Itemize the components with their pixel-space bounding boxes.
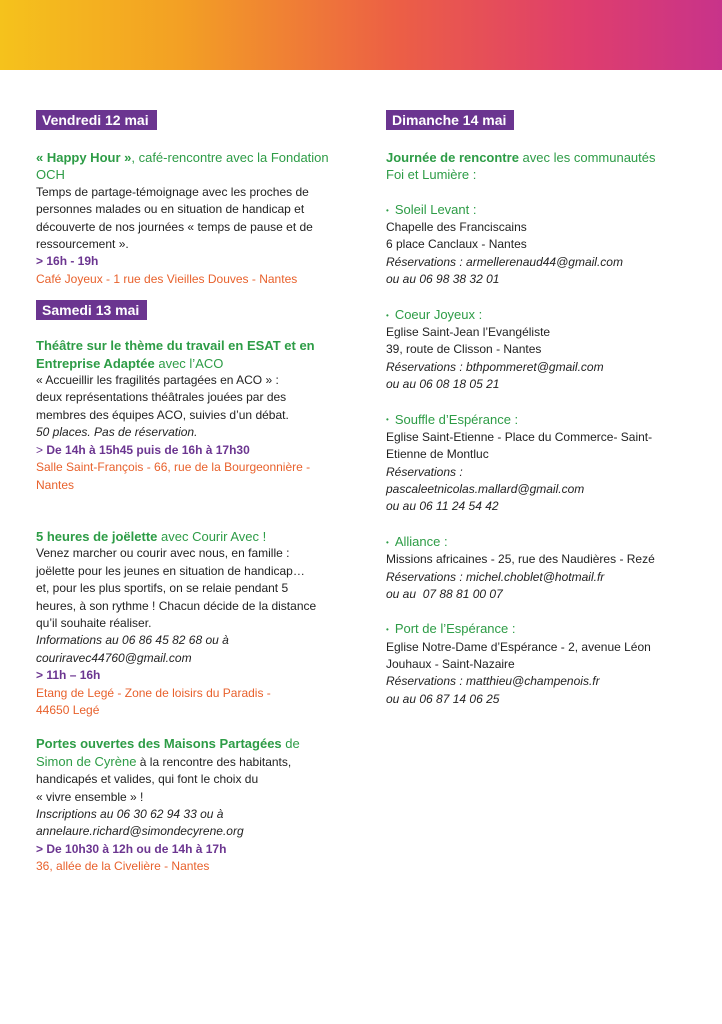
event-title: « Happy Hour »: [36, 150, 132, 165]
event-joelette: [36, 528, 348, 719]
desc-line: deux représentations théâtrales jouées par des: [36, 390, 287, 405]
desc-line: qu’il souhaite réaliser.: [36, 615, 152, 630]
event-subtitle: de: [281, 736, 300, 752]
event-info: Inscriptions au 06 30 62 94 33 ou à: [36, 807, 224, 821]
event-happy-hour: [36, 149, 348, 288]
event-subtitle: , café-rencontre avec la Fondation OCH: [36, 150, 329, 183]
community-name: Coeur Joyeux :: [394, 306, 483, 322]
desc-line: « vivre ensemble » !: [36, 789, 144, 804]
event-subtitle: Foi et Lumière :: [386, 167, 477, 183]
community-reservation: Réservations : armellerenaud44@gmail.com: [386, 254, 623, 269]
day-heading-sunday: Dimanche 14 mai: [386, 110, 514, 130]
event-journee-rencontre: [386, 149, 686, 184]
event-title: Entreprise Adaptée: [36, 355, 155, 371]
community-reservation: Réservations :: [386, 464, 463, 479]
desc-line: ressourcement ».: [36, 237, 129, 252]
event-title: 5 heures de joëlette: [36, 528, 158, 544]
desc-line: « Accueillir les fragilités partagées en ACO » :: [36, 373, 279, 388]
community-reservation: ou au 07 88 81 00 07: [386, 586, 503, 601]
event-time: > 11h – 16h: [36, 668, 101, 683]
community-reservation: ou au 06 98 38 32 01: [386, 272, 500, 287]
community-address: Eglise Saint-Jean l’Evangéliste: [386, 324, 551, 339]
community-address: Etienne de Montluc: [386, 447, 489, 462]
event-subtitle: avec Courir Avec !: [157, 528, 267, 544]
event-place: Nantes: [36, 477, 75, 492]
community-reservation: ou au 06 11 24 54 42: [386, 499, 499, 514]
community-souffle-esperance: [386, 411, 686, 516]
community-address: Eglise Notre-Dame d’Espérance - 2, avenue Léon: [386, 639, 651, 654]
event-title: Théâtre sur le thème du travail en ESAT et en: [36, 338, 315, 354]
event-time: De 14h à 15h45 puis de 16h à 17h30: [46, 442, 250, 457]
event-subtitle: avec les communautés: [518, 150, 656, 165]
community-port-esperance: [386, 620, 686, 708]
right-column: [386, 110, 686, 708]
event-place: Etang de Legé - Zone de loisirs du Paradis -: [36, 685, 271, 700]
event-info: couriravec44760@gmail.com: [36, 650, 192, 665]
event-place: 44650 Legé: [36, 702, 100, 717]
community-name: Soleil Levant :: [394, 201, 477, 217]
event-info: Informations au 06 86 45 82 68 ou à: [36, 633, 229, 648]
event-title: Journée de rencontre: [386, 150, 519, 165]
bullet-icon: •: [386, 205, 389, 215]
bullet-icon: •: [386, 537, 389, 547]
community-name: Alliance :: [394, 533, 448, 549]
desc-line: et, pour les plus sportifs, on se relaie pendant 5: [36, 581, 289, 596]
time-prefix: >: [36, 442, 47, 457]
event-portes-ouvertes: [36, 735, 348, 875]
community-name: Port de l’Espérance :: [394, 621, 516, 637]
bullet-icon: •: [386, 625, 389, 635]
desc-line: heures, à son rythme ! Chacun décide de la distance: [36, 598, 317, 613]
event-time: > De 10h30 à 12h ou de 14h à 17h: [36, 841, 227, 856]
header-gradient-banner: [0, 0, 722, 70]
event-info: annelaure.richard@simondecyrene.org: [36, 824, 244, 839]
community-reservation: ou au 06 08 18 05 21: [386, 377, 500, 392]
event-place: Café Joyeux - 1 rue des Vieilles Douves - Nantes: [36, 271, 298, 286]
community-soleil-levant: [386, 201, 686, 289]
event-theatre: [36, 337, 348, 494]
community-name: Souffle d’Espérance :: [394, 411, 519, 427]
community-reservation: ou au 06 87 14 06 25: [386, 691, 500, 706]
bullet-icon: •: [386, 310, 389, 320]
community-address: Chapelle des Franciscains: [386, 220, 527, 235]
organisation-name: Simon de Cyrène: [36, 753, 137, 769]
desc-line: découverte de nos journées « temps de pause et de: [36, 219, 313, 234]
event-title: Portes ouvertes des Maisons Partagées: [36, 736, 282, 752]
desc-line: à la rencontre des habitants,: [136, 754, 292, 769]
left-column: [36, 110, 348, 876]
day-heading-friday: Vendredi 12 mai: [36, 110, 157, 130]
event-note: 50 places. Pas de réservation.: [36, 425, 198, 440]
community-address: Jouhaux - Saint-Nazaire: [386, 657, 515, 672]
community-reservation: Réservations : matthieu@champenois.fr: [386, 674, 600, 689]
event-subtitle: avec l’ACO: [154, 355, 224, 371]
community-alliance: [386, 533, 686, 603]
community-reservation: Réservations : bthpommeret@gmail.com: [386, 359, 604, 374]
event-place: Salle Saint-François - 66, rue de la Bourgeonnière -: [36, 460, 311, 475]
desc-line: membres des équipes ACO, suivies d’un débat.: [36, 407, 289, 422]
desc-line: personnes malades ou en situation de handicap et: [36, 202, 305, 217]
desc-line: Venez marcher ou courir avec nous, en famille :: [36, 546, 290, 561]
day-heading-saturday: Samedi 13 mai: [36, 300, 147, 320]
desc-line: handicapés et valides, qui font le choix du: [36, 772, 259, 787]
event-place: 36, allée de la Civelière - Nantes: [36, 859, 210, 874]
community-address: 6 place Canclaux - Nantes: [386, 237, 527, 252]
community-reservation: pascaleetnicolas.mallard@gmail.com: [386, 482, 585, 497]
bullet-icon: •: [386, 415, 389, 425]
community-address: Eglise Saint-Etienne - Place du Commerce- Saint-: [386, 429, 653, 444]
event-time: > 16h - 19h: [36, 254, 99, 269]
community-address: 39, route de Clisson - Nantes: [386, 342, 542, 357]
desc-line: Temps de partage-témoignage avec les proches de: [36, 184, 309, 199]
community-coeur-joyeux: [386, 306, 686, 394]
desc-line: joëlette pour les jeunes en situation de handicap…: [36, 563, 305, 578]
community-address: Missions africaines - 25, rue des Naudières - Rezé: [386, 552, 655, 567]
community-reservation: Réservations : michel.choblet@hotmail.fr: [386, 569, 605, 584]
